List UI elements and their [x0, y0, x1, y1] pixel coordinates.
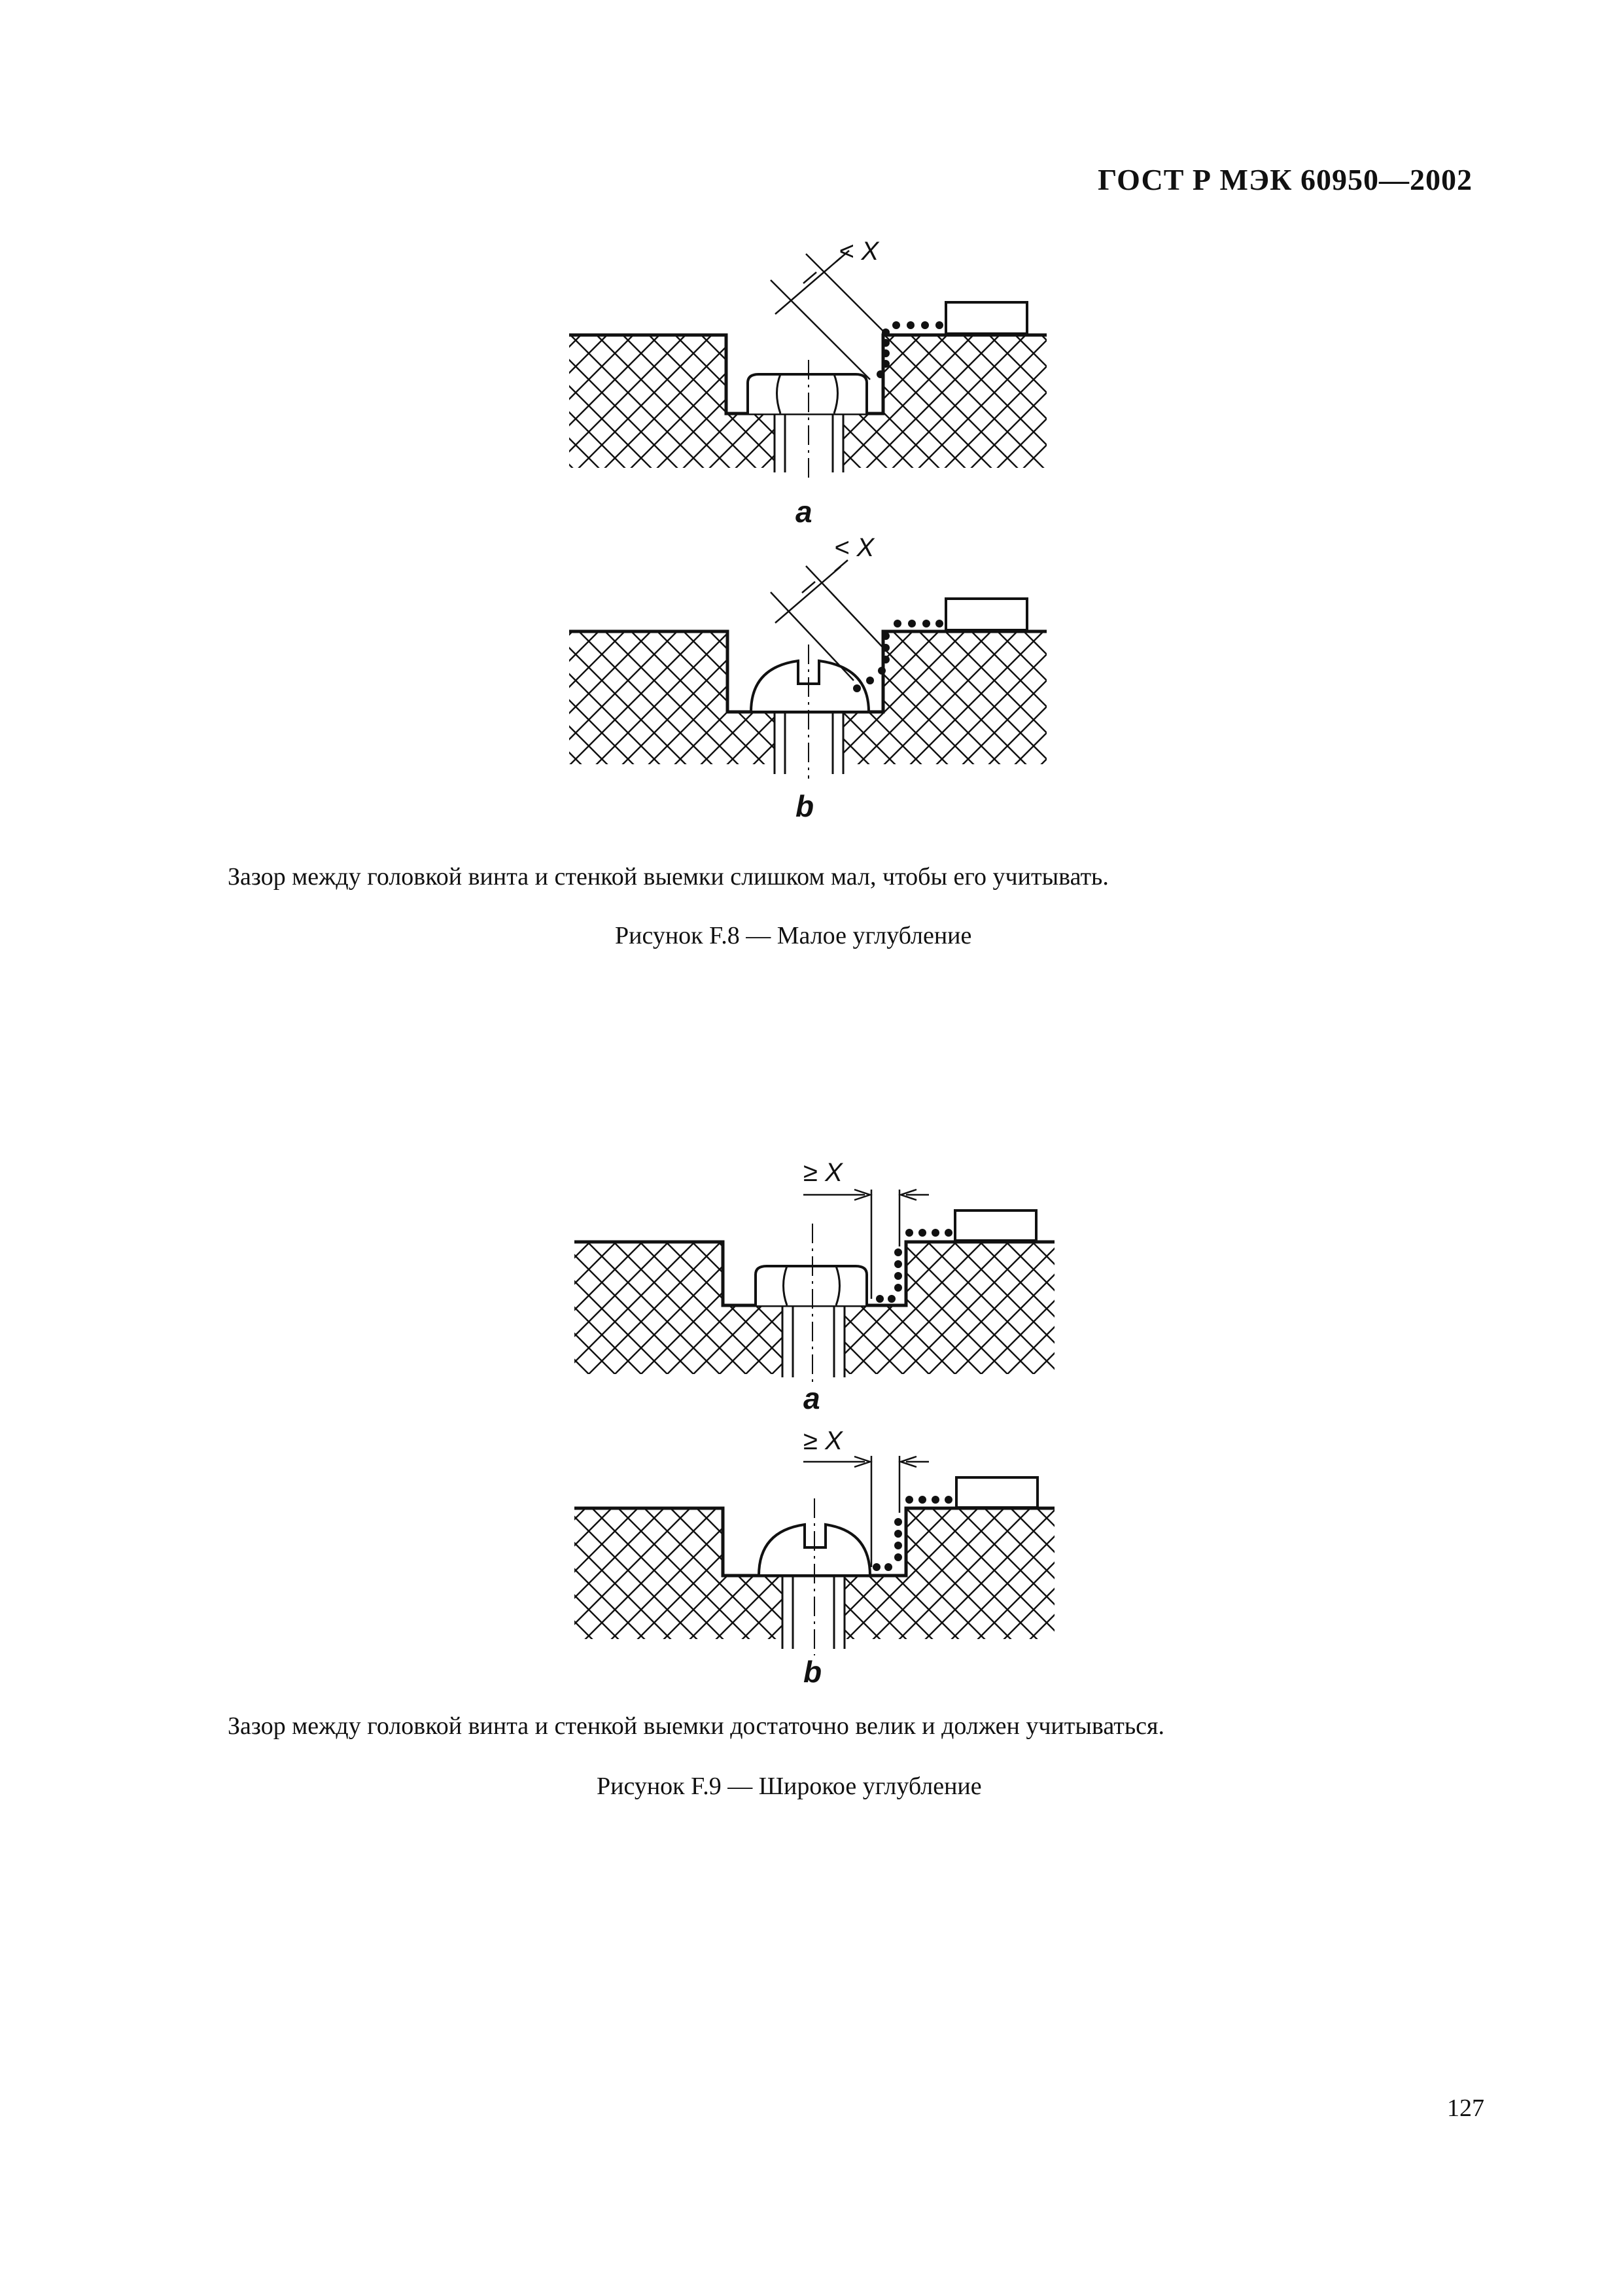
fig-f8b-drawing [569, 560, 1047, 779]
fig-f9a-drawing [574, 1190, 1055, 1387]
fig-f9a-dimension-label: ≥ X [803, 1158, 843, 1187]
fig-f9b-sublabel: b [803, 1655, 822, 1689]
fig-f8b-dimension-label: < X [834, 533, 875, 562]
fig-f9a-sublabel: a [803, 1381, 820, 1415]
fig-f9-caption: Рисунок F.9 — Широкое углубление [597, 1773, 982, 1800]
fig-f9b-component [956, 1477, 1038, 1508]
fig-f8a-dimension-lines [771, 251, 884, 380]
fig-f9a-hex-head [756, 1266, 867, 1305]
fig-f9a-component [955, 1210, 1036, 1241]
fig-f8a-hex-head [748, 374, 867, 414]
fig-f8-note: Зазор между головкой винта и стенкой выемки слишком мал, чтобы его учитывать. [228, 863, 1109, 891]
fig-f8b-round-head [751, 661, 869, 712]
fig-f9b-drawing [574, 1456, 1055, 1655]
fig-f9b-dimension-label: ≥ X [803, 1426, 843, 1455]
fig-f8a-component [946, 302, 1027, 334]
fig-f8b-sublabel: b [795, 789, 814, 823]
fig-f8a-sublabel: a [795, 495, 812, 529]
fig-f8a-drawing [569, 251, 1047, 481]
fig-f8b-component [946, 599, 1027, 630]
document-id: ГОСТ Р МЭК 60950—2002 [1098, 163, 1473, 196]
fig-f9-note: Зазор между головкой винта и стенкой выемки достаточно велик и должен учитываться. [228, 1712, 1165, 1740]
fig-f8a-dimension-label: < X [839, 237, 879, 266]
page-number: 127 [1447, 2094, 1484, 2122]
fig-f8-caption: Рисунок F.8 — Малое углубление [615, 922, 972, 949]
